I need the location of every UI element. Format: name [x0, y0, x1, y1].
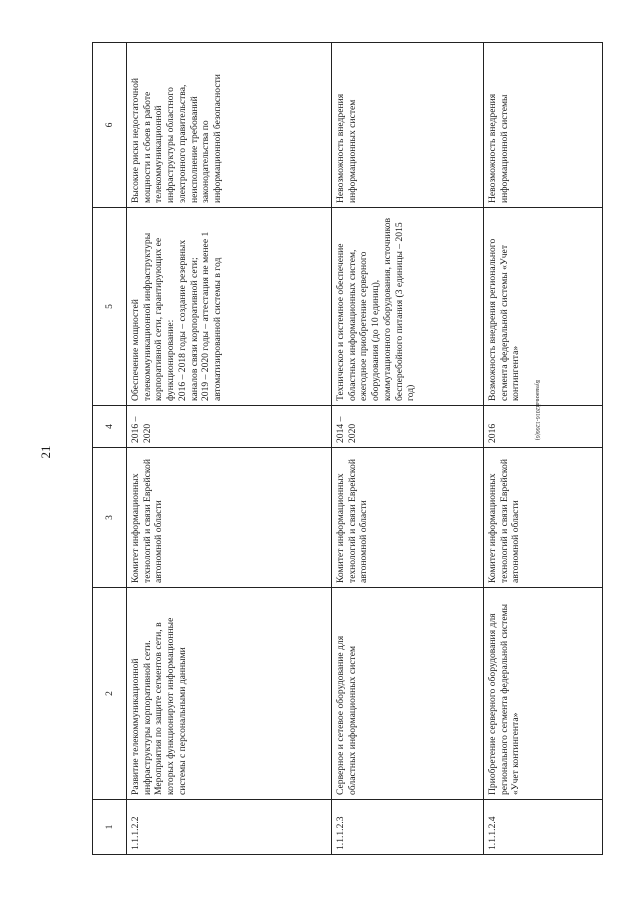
row-period: 2014 – 2020 — [332, 406, 484, 448]
column-header: 3 — [93, 448, 127, 588]
row-code: 1.1.1.2.2 — [127, 800, 332, 855]
row-consequences: Невозможность внедрения информационных систем — [332, 43, 484, 208]
column-header: 1 — [93, 800, 127, 855]
row-period: 2016 — [484, 406, 603, 448]
row-result: Техническое и системное обеспечение областных информационных систем, ежегодное приобретение серверного оборудования (до 10 единиц), коммутационного оборудования, источников бесперебойного питания (3 единицы – 2015 год) — [332, 208, 484, 406]
row-consequences: Высокие риски недостаточной мощности и сбоев в работе телекоммуникационной инфраструктуры областного электронного правительства, неисполнение требований законодательства по информационной безопасности — [127, 43, 332, 208]
row-activity: Приобретение серверного оборудования для регионального сегмента федеральной системы «Учет контингента» — [484, 588, 603, 800]
row-result: Обеспечение мощностей телекоммуникационной инфраструктуры корпоративной сети, гарантирующих ее функционирование: 2016 – 2018 годы – создание резервных каналов связи корпоративной сети; 2019 – 2020 годы – аттестация не менее 1 автоматизированной системы в год — [127, 208, 332, 406]
row-result: Возможность внедрения регионального сегмента федеральной системы «Учет контингента» — [484, 208, 603, 406]
column-header: 6 — [93, 43, 127, 208]
row-executor: Комитет информационных технологий и связи Еврейской автономной области — [127, 448, 332, 588]
program-activities-table — [92, 42, 603, 855]
table-header-row — [93, 43, 127, 855]
row-activity: Серверное и сетевое оборудование для областных информационных систем — [332, 588, 484, 800]
row-code: 1.1.1.2.4 — [484, 800, 603, 855]
column-header: 4 — [93, 406, 127, 448]
row-consequences: Невозможность внедрения информационной системы — [484, 43, 603, 208]
table-row — [484, 43, 603, 855]
column-header: 2 — [93, 588, 127, 800]
table-row — [332, 43, 484, 855]
page-number: 21 — [38, 445, 53, 459]
row-executor: Комитет информационных технологий и связи Еврейской автономной области — [484, 448, 603, 588]
row-code: 1.1.1.2.3 — [332, 800, 484, 855]
row-period: 2016 – 2020 — [127, 406, 332, 448]
row-executor: Комитет информационных технологий и связи Еврейской автономной области — [332, 448, 484, 588]
column-header: 5 — [93, 208, 127, 406]
row-activity: Развитие телекоммуникационной инфраструктуры корпоративной сети. Мероприятия по защите сегментов сети, в которых функционируют информационные системы с персональными данными — [127, 588, 332, 800]
document-footer: Бумажный2016-1266(6) — [534, 380, 540, 441]
table-row — [127, 43, 332, 855]
program-table-container — [92, 43, 602, 855]
